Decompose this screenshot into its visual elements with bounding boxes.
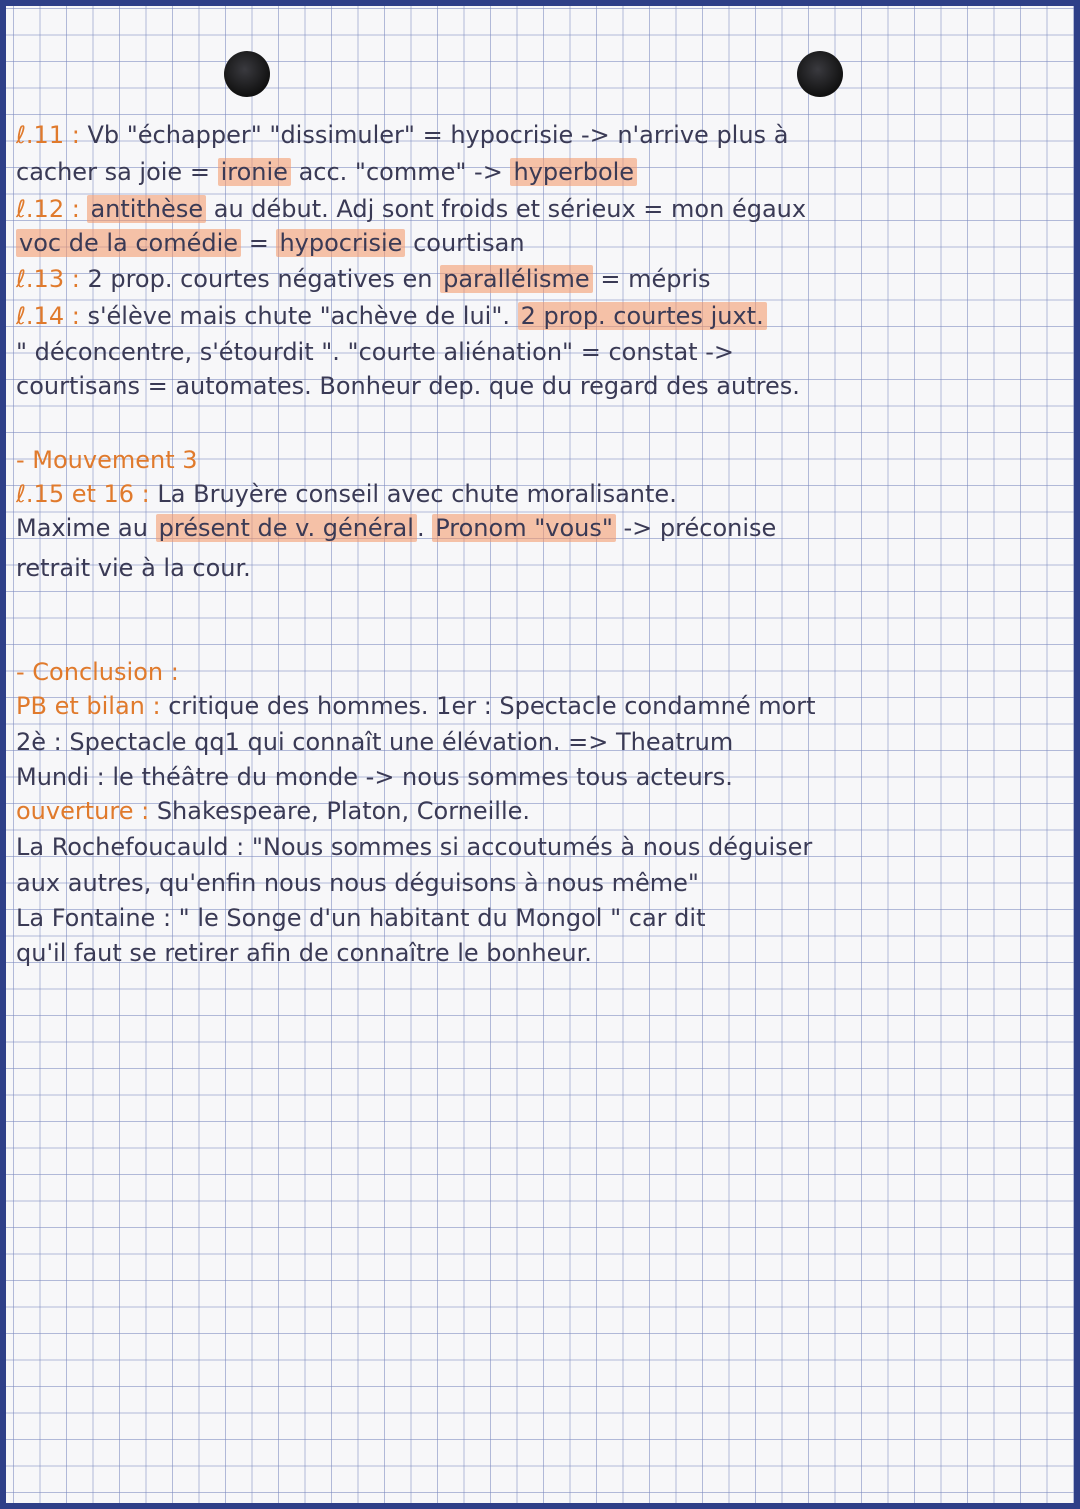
highlight: hypocrisie: [276, 229, 405, 257]
note-line: [16, 480, 1066, 508]
note-line: [16, 939, 1066, 967]
line-text: La Rochefoucauld : "Nous sommes si accoutumés à nous déguiser: [16, 833, 813, 861]
line-label: ouverture :: [16, 797, 150, 825]
line-text: aux autres, qu'enfin nous nous déguisons à nous même": [16, 869, 699, 897]
line-text: 2 prop. courtes négatives en: [87, 265, 433, 293]
line-text: Vb "échapper" "dissimuler" = hypocrisie -> n'arrive plus à: [87, 121, 789, 149]
note-line: [16, 692, 1066, 720]
note-line: [16, 763, 1066, 791]
line-text: acc. "comme" ->: [298, 158, 503, 186]
note-line: [16, 514, 1066, 542]
highlight: voc de la comédie: [16, 229, 241, 257]
note-line: [16, 833, 1066, 861]
note-line: [16, 302, 1066, 330]
note-line: [16, 121, 1066, 149]
line-text: =: [248, 229, 269, 257]
highlight: parallélisme: [440, 265, 593, 293]
section-heading: - Conclusion :: [16, 658, 179, 686]
line-text: Mundi : le théâtre du monde -> nous sommes tous acteurs.: [16, 763, 733, 791]
line-label: PB et bilan :: [16, 692, 161, 720]
line-text: -> préconise: [623, 514, 777, 542]
section-heading: - Mouvement 3: [16, 446, 198, 474]
line-text: 2è : Spectacle qq1 qui connaît une élévation. => Theatrum: [16, 728, 734, 756]
line-text: s'élève mais chute "achève de lui".: [87, 302, 511, 330]
line-text: qu'il faut se retirer afin de connaître le bonheur.: [16, 939, 592, 967]
note-line: [16, 338, 1066, 366]
line-text: La Bruyère conseil avec chute moralisante.: [157, 480, 677, 508]
highlight: Pronom "vous": [432, 514, 616, 542]
line-text: .: [416, 514, 425, 542]
line-text: = mépris: [600, 265, 711, 293]
line-ref: ℓ.11 :: [16, 121, 80, 149]
line-ref: ℓ.12 :: [16, 195, 80, 223]
line-text: courtisan: [413, 229, 525, 257]
note-line: [16, 265, 1066, 293]
note-line: [16, 904, 1066, 932]
line-text: La Fontaine : " le Songe d'un habitant du Mongol " car dit: [16, 904, 706, 932]
highlight: antithèse: [87, 195, 206, 223]
line-text: courtisans = automates. Bonheur dep. que du regard des autres.: [16, 372, 800, 400]
note-line: [16, 554, 1066, 582]
line-text: Adj sont froids et sérieux = mon égaux: [336, 195, 807, 223]
line-text: Maxime au: [16, 514, 148, 542]
line-text: retrait vie à la cour.: [16, 554, 251, 582]
highlight: 2 prop. courtes juxt.: [518, 302, 767, 330]
line-ref: ℓ.13 :: [16, 265, 80, 293]
highlight: hyperbole: [510, 158, 637, 186]
note-line: [16, 797, 1066, 825]
line-text: cacher sa joie =: [16, 158, 210, 186]
note-line: [16, 372, 1066, 400]
line-text: " déconcentre, s'étourdit ". "courte aliénation" = constat ->: [16, 338, 734, 366]
line-text: au début.: [213, 195, 329, 223]
note-line: [16, 158, 1066, 186]
binder-hole-right: [797, 51, 843, 97]
line-ref: ℓ.14 :: [16, 302, 80, 330]
line-text: critique des hommes. 1er : Spectacle condamné mort: [168, 692, 816, 720]
line-text: Shakespeare, Platon, Corneille.: [156, 797, 531, 825]
line-ref: ℓ.15 et 16 :: [16, 480, 150, 508]
highlight: présent de v. général: [156, 514, 417, 542]
note-line: [16, 869, 1066, 897]
highlight: ironie: [218, 158, 291, 186]
note-line: [16, 195, 1066, 223]
note-line: [16, 728, 1066, 756]
binder-hole-left: [224, 51, 270, 97]
note-line: [16, 229, 1066, 257]
